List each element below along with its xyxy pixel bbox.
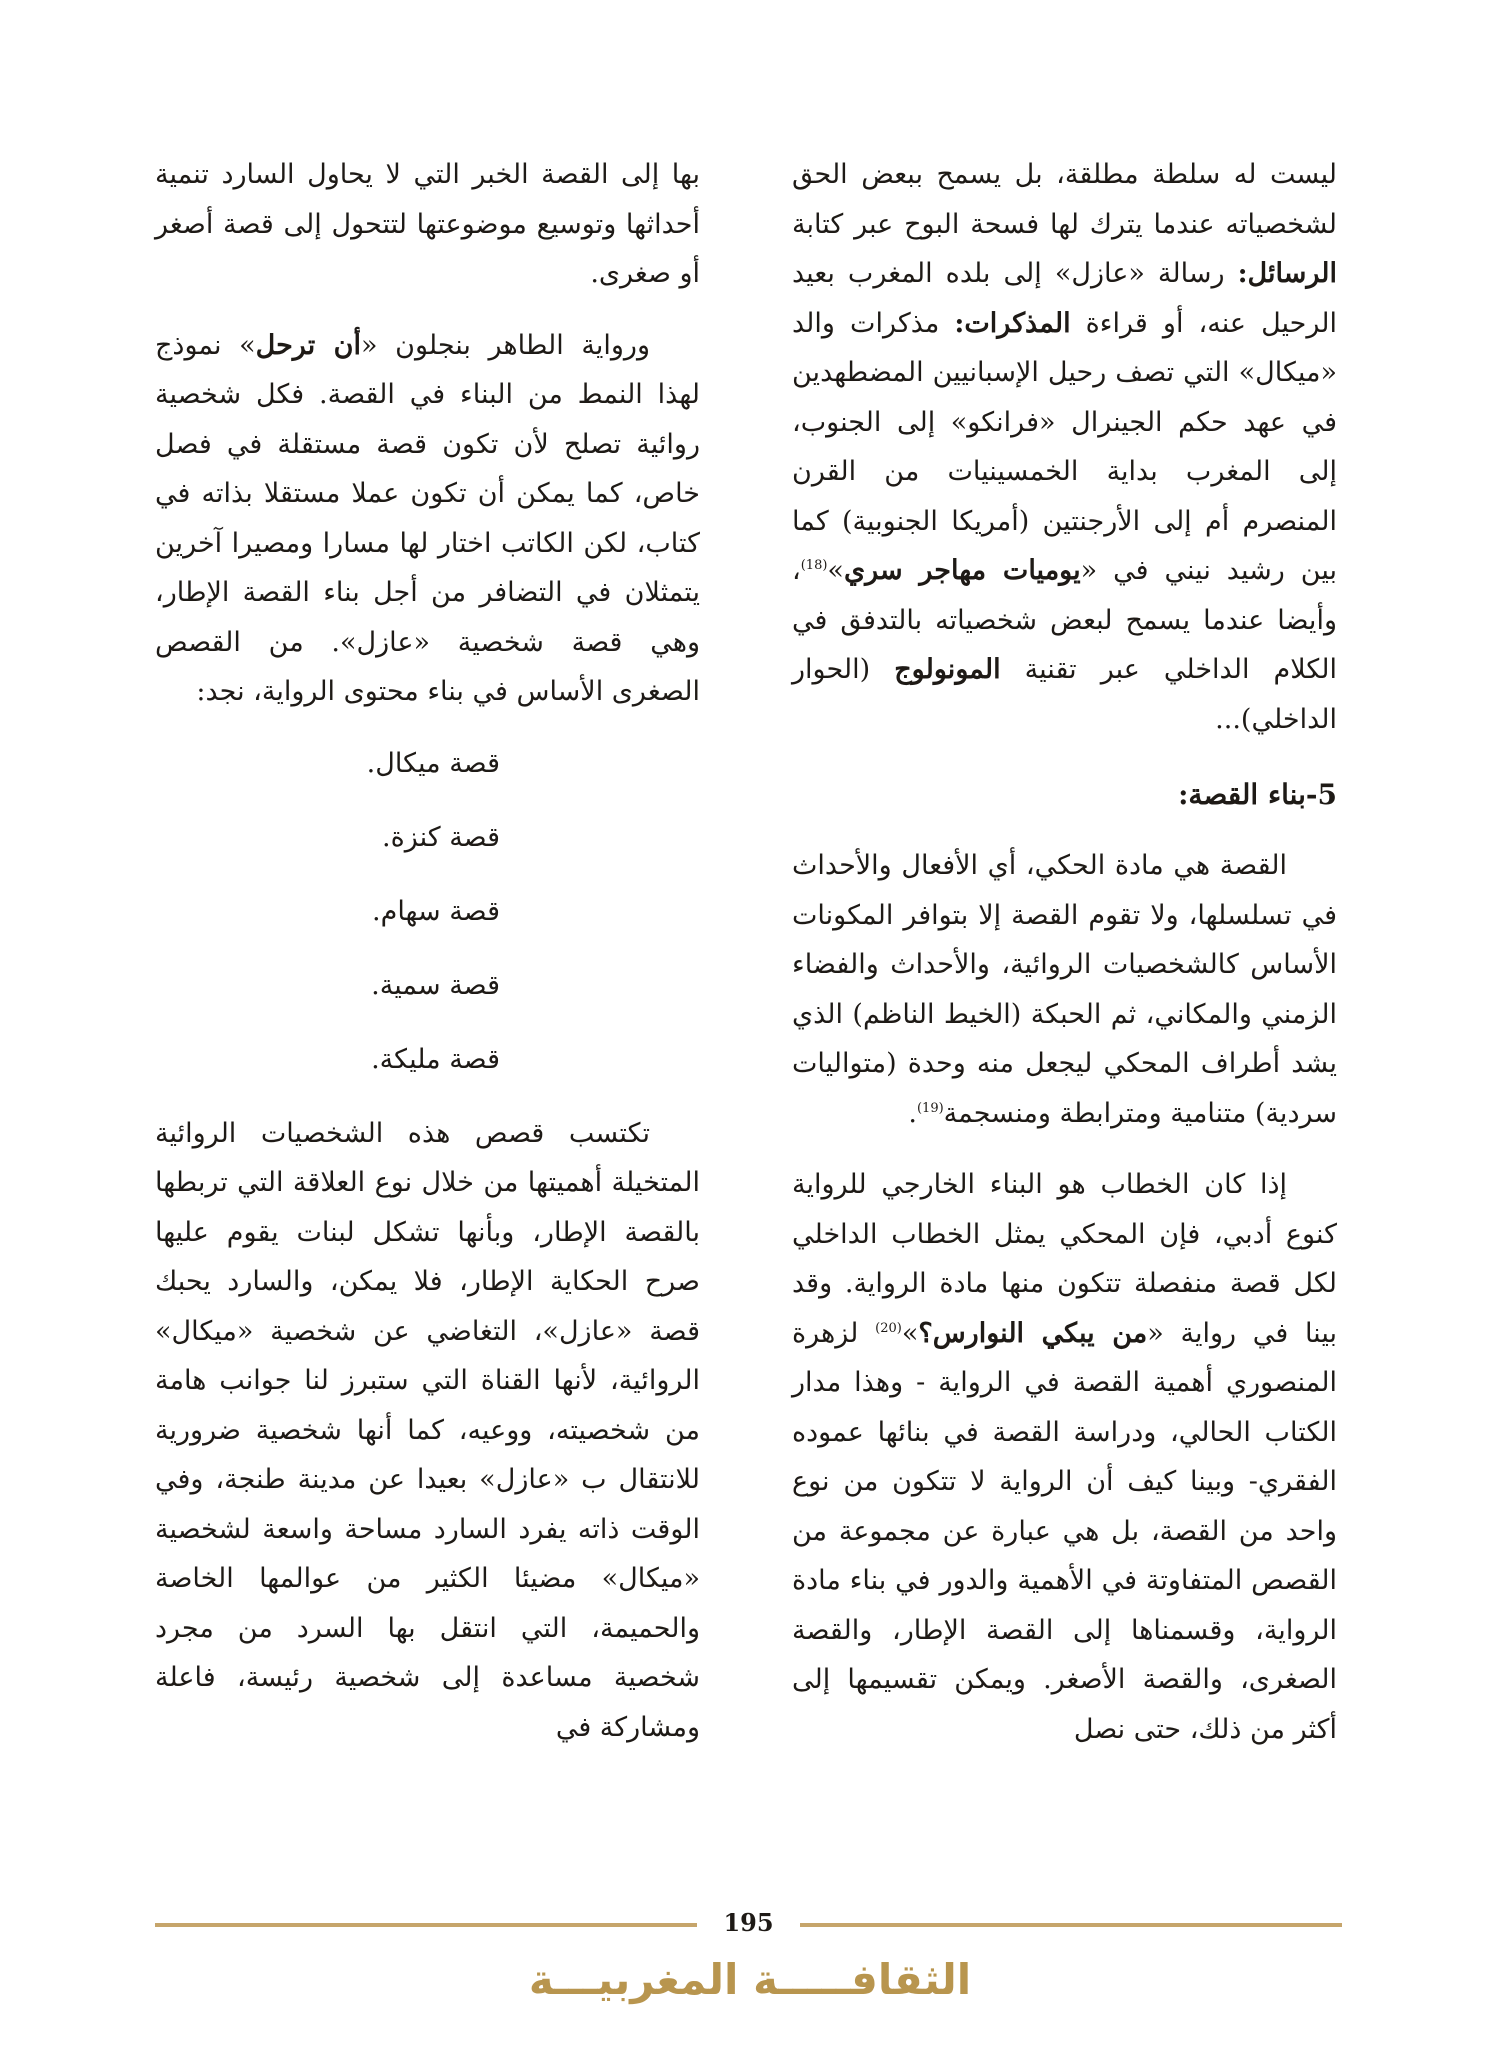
- footnote-ref: (18): [800, 558, 828, 573]
- magazine-logo: الثقافـــــة المغربيـــة: [528, 1955, 972, 2004]
- characters-paragraph: تكتسب قصص هذه الشخصيات الروائية المتخيلة أهميتها من خلال نوع العلاقة التي تربطها بالقصة الإطار، وبأنها تشكل لبنات يقوم عليها صرح الحكاية الإطار، فلا يمكن، والسارد يحبك قصة «عازل»، التغاضي عن شخصية «ميكال» الروائية، لأنها القناة التي ستبرز لنا جوانب هامة من شخصيته، ووعيه، كما أنها شخصية ضرورية للانتقال ب «عازل» بعيدا عن مدينة طنجة، وفي الوقت ذاته يفرد السارد مساحة واسعة لشخصية «ميكال» مضيئا الكثير من عوالمها الخاصة والحميمة، التي انتقل بها السرد من مجرد شخصية مساعدة إلى شخصية رئيسة، فاعلة ومشاركة في: [155, 1117, 700, 1743]
- text-run: رسالة «عازل» إلى بلده المغرب بعيد الرحيل عنه، أو قراءة: [792, 258, 1337, 339]
- footnote-ref: (19): [916, 1100, 944, 1116]
- list-item: قصة سمية.: [371, 969, 500, 1001]
- novel-example-paragraph: [155, 321, 700, 717]
- page-footer: [155, 1908, 1342, 2028]
- text-run: مذكرات والد «ميكال» التي تصف رحيل الإسبانيين المضطهدين في عهد حكم الجينرال «فرانكو» إلى الجنوب، إلى المغرب بداية الخمسينيات من القرن المنصرم أم إلى الأرجنتين (أمريكا الجنوبية) كما بين رشيد نيني في «: [792, 307, 1337, 586]
- text-run: إذا كان الخطاب هو البناء الخارجي للرواية كنوع أدبي، فإن المحكي يمثل الخطاب الداخلي لكل قصة منفصلة تتكون منها مادة الرواية. وقد بينا في رواية «: [792, 1169, 1337, 1349]
- list-item: قصة مليكة.: [371, 1043, 500, 1075]
- book-title: من يبكي النوارس؟: [918, 1317, 1148, 1349]
- list-item: قصة ميكال.: [366, 747, 500, 779]
- text-run: (الحوار الداخلي)...: [792, 654, 1337, 735]
- text-run: »: [901, 1317, 919, 1349]
- list-item: قصة سهام.: [372, 895, 500, 927]
- story-definition-paragraph: [792, 841, 1337, 1138]
- bold-term: المذكرات:: [954, 307, 1071, 339]
- intro-paragraph: [792, 150, 1337, 744]
- text-run: لزهرة المنصوري أهمية القصة في الرواية - وهذا مدار الكتاب الحالي، ودراسة القصة في بنائها عموده الفقري- وبينا كيف أن الرواية لا تتكون من نوع واحد من القصة، بل هي عبارة عن مجموعة من القصص المتفاوتة في الأهمية والدور في بناء مادة الرواية، وقسمناها إلى القصة الإطار، والقصة الصغرى، والقصة الأصغر. ويمكن تقسيمها إلى أكثر من ذلك، حتى نصل: [792, 1317, 1337, 1745]
- section-heading: 5-بناء القصة:: [1178, 778, 1337, 811]
- page-number: 195: [723, 1908, 774, 1937]
- bold-term: المونولوج: [894, 654, 1001, 685]
- right-column: [792, 150, 1337, 1776]
- text-run: القصة هي مادة الحكي، أي الأفعال والأحداث في تسلسلها، ولا تقوم القصة إلا بتوافر المكونات الأساس كالشخصيات الروائية، والأحداث والفضاء الزمني والمكاني، ثم الحبكة (الخيط الناظم) الذي يشد أطراف المحكي ليجعل منه وحدة (متواليات سردية) متنامية ومترابطة ومنسجمة: [792, 850, 1337, 1129]
- bold-term: الرسائل:: [1237, 258, 1337, 289]
- left-column: [155, 150, 700, 1774]
- continuation-paragraph: بها إلى القصة الخبر التي لا يحاول السارد تنمية أحداثها وتوسيع موضوعتها لتتحول إلى قصة أصغر أو صغرى.: [155, 159, 700, 289]
- text-run: ورواية الطاهر بنجلون «: [360, 329, 650, 361]
- text-run: ، وأيضا عندما يسمح لبعض شخصياته بالتدفق في الكلام الداخلي عبر تقنية: [792, 555, 1337, 685]
- text-run: .: [908, 1097, 917, 1129]
- book-title: أن ترحل: [255, 329, 361, 361]
- footnote-ref: (20): [875, 1320, 902, 1336]
- text-run: ليست له سلطة مطلقة، بل يسمح ببعض الحق لشخصياته عندما يترك لها فسحة البوح عبر كتابة: [792, 159, 1337, 240]
- list-item: قصة كنزة.: [381, 821, 500, 853]
- text-run: » نموذج لهذا النمط من البناء في القصة. فكل شخصية روائية تصلح لأن تكون قصة مستقلة في فصل خاص، كما يمكن أن تكون عملا مستقلا بذاته في كتاب، لكن الكاتب اختار لها مسارا ومصيرا آخرين يتمثلان في التضافر من أجل بناء القصة الإطار، وهي قصة شخصية «عازل». من القصص الصغرى الأساس في بناء محتوى الرواية، نجد:: [155, 329, 700, 707]
- book-title: يوميات مهاجر سري: [843, 555, 1081, 586]
- story-list: [155, 739, 700, 1084]
- text-run: »: [827, 555, 844, 586]
- discourse-paragraph: [792, 1160, 1337, 1754]
